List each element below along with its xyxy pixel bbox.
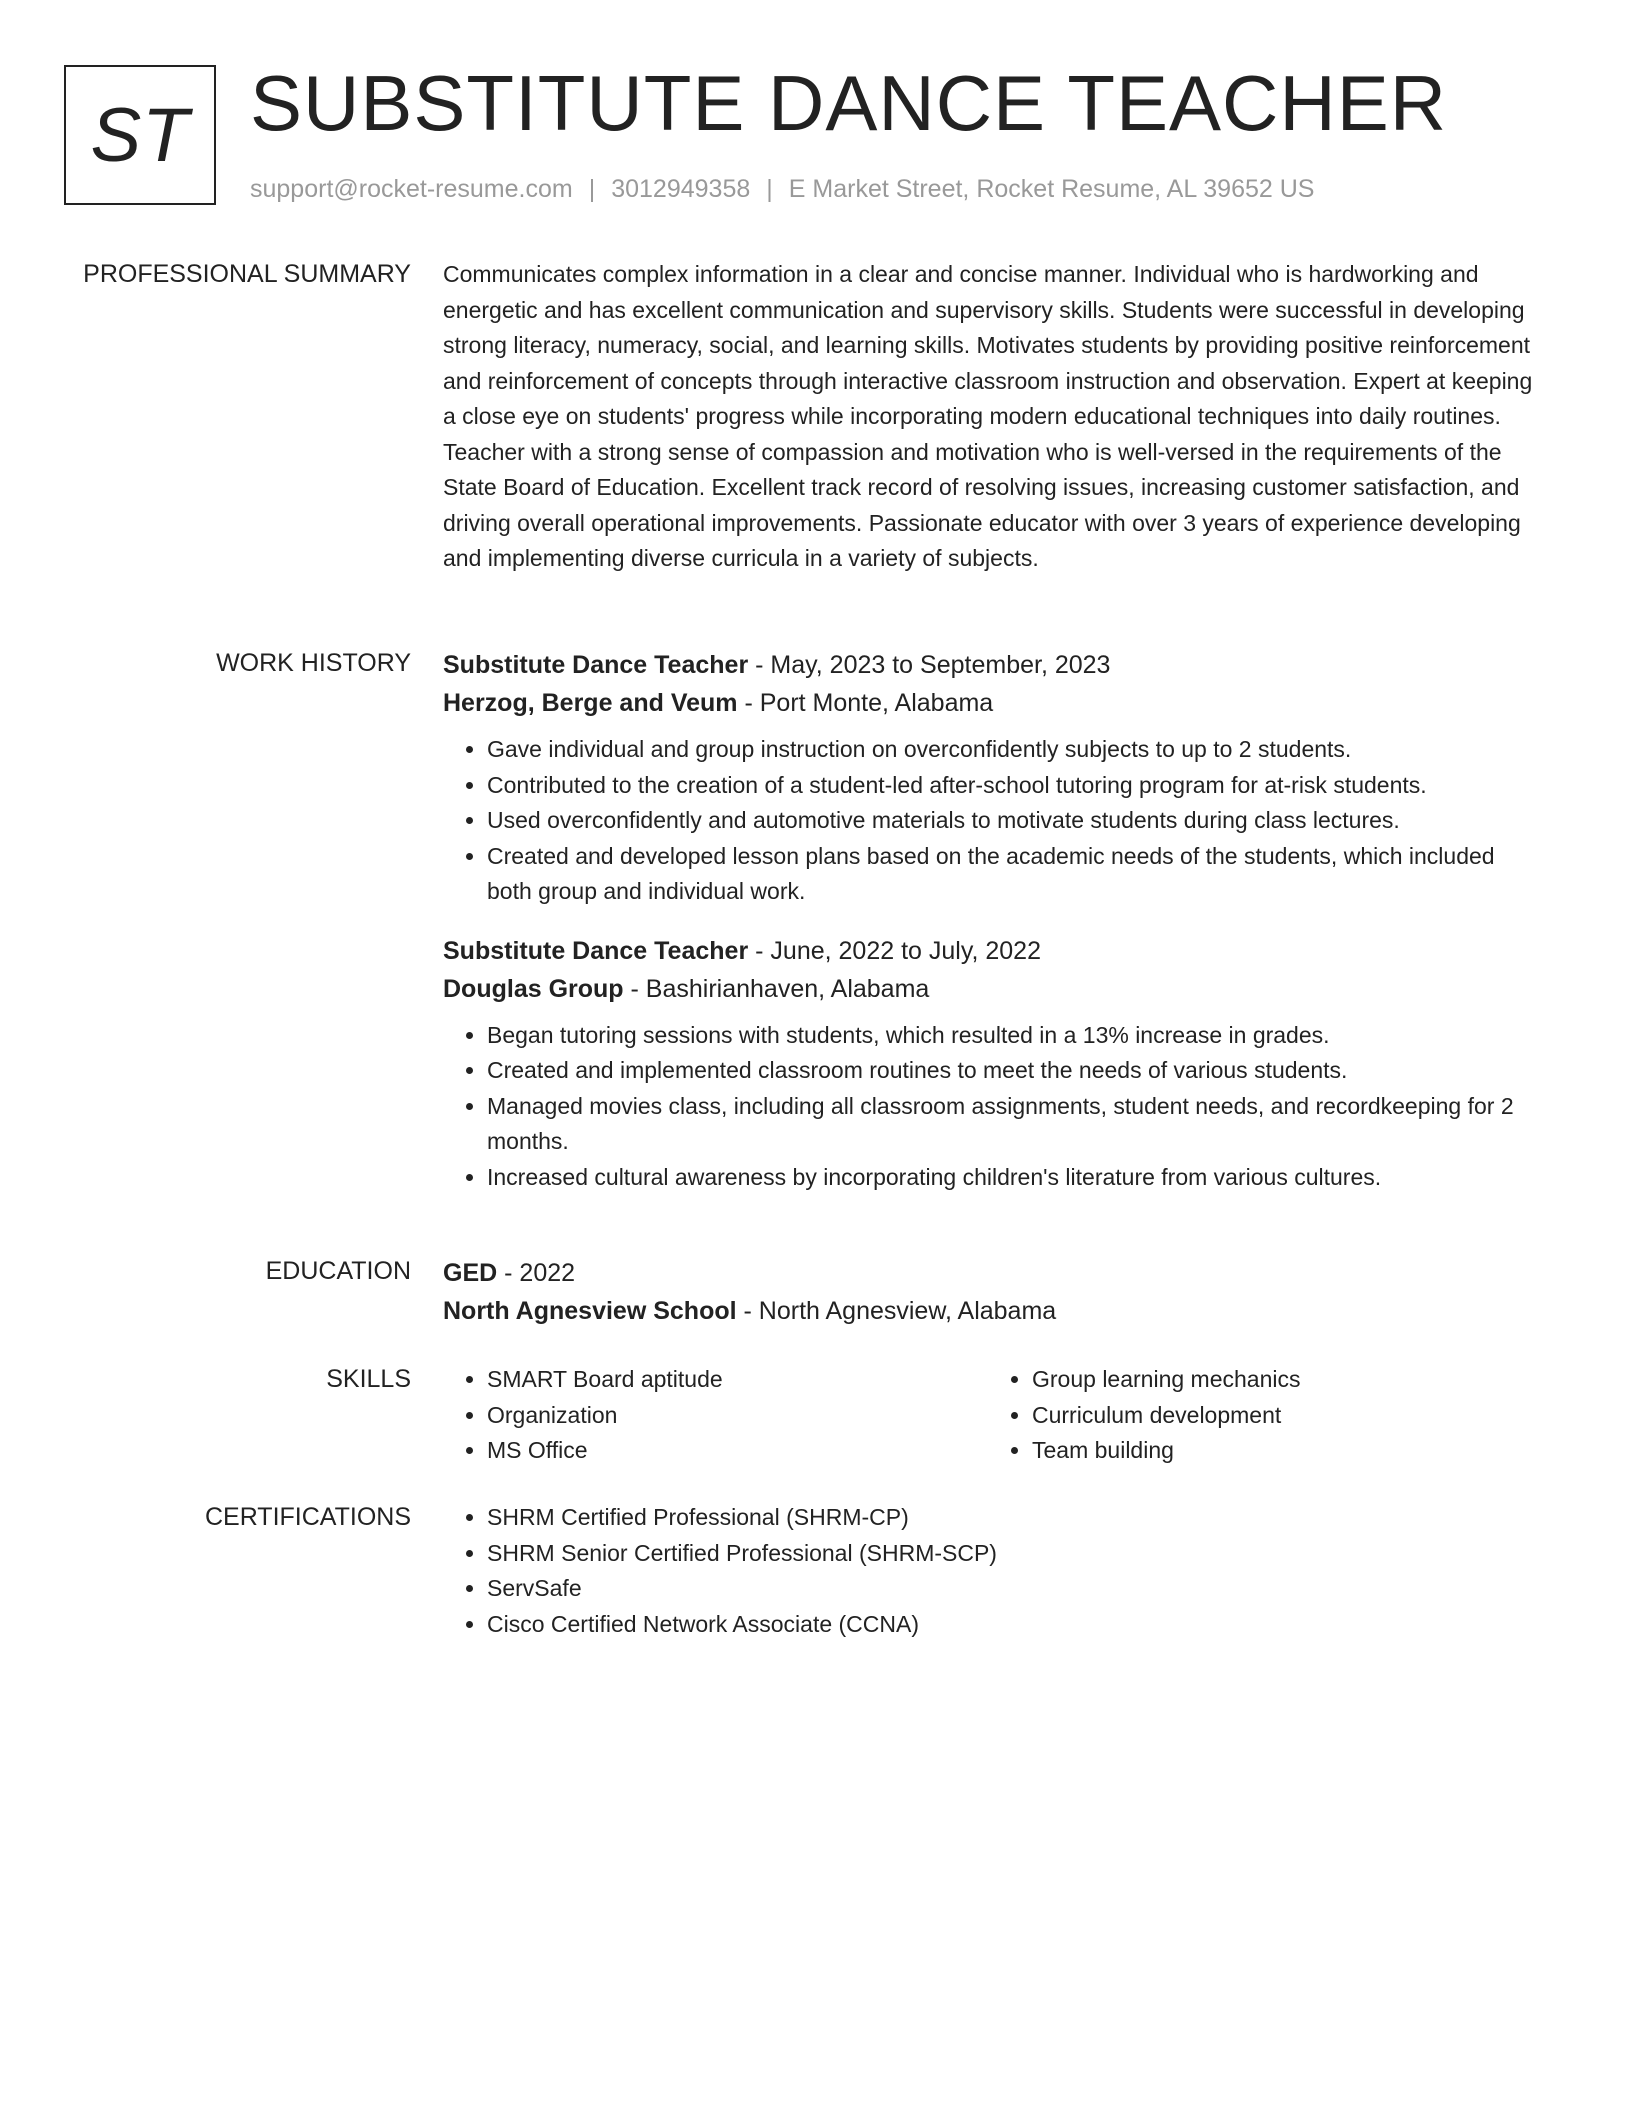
certification-item: • SHRM Certified Professional (SHRM-CP) bbox=[487, 1500, 1533, 1536]
job-company-line bbox=[443, 684, 1533, 722]
education-degree-line bbox=[443, 1254, 1533, 1292]
section-heading-work-history: WORK HISTORY bbox=[216, 649, 411, 677]
job-bullets bbox=[443, 732, 1533, 910]
job-location: - Bashirianhaven, Alabama bbox=[630, 974, 930, 1003]
job-entry bbox=[443, 932, 1533, 1196]
skill-item: • SMART Board aptitude bbox=[487, 1362, 988, 1398]
education-school-line bbox=[443, 1292, 1533, 1330]
skill-item: • MS Office bbox=[487, 1433, 988, 1469]
contact-address: E Market Street, Rocket Resume, AL 39652 US bbox=[788, 175, 1315, 203]
monogram-initials: ST bbox=[90, 92, 190, 178]
list-item: • Used overconfidently and automotive materials to motivate students during class lectures. bbox=[487, 803, 1533, 839]
job-company-line bbox=[443, 970, 1533, 1008]
certification-item: • Cisco Certified Network Associate (CCNA) bbox=[487, 1607, 1533, 1643]
certifications-body bbox=[443, 1500, 1533, 1642]
certification-item: • ServSafe bbox=[487, 1571, 1533, 1607]
skill-item: • Organization bbox=[487, 1398, 988, 1434]
list-item: • Created and implemented classroom routines to meet the needs of various students. bbox=[487, 1053, 1533, 1089]
job-company: Herzog, Berge and Veum bbox=[443, 689, 738, 717]
skills-column-right bbox=[988, 1362, 1533, 1469]
contact-separator: | bbox=[588, 175, 596, 203]
skills-column-left bbox=[443, 1362, 988, 1469]
job-entry bbox=[443, 646, 1533, 910]
job-title-line bbox=[443, 932, 1533, 970]
education-location: - North Agnesview, Alabama bbox=[743, 1297, 1057, 1325]
monogram-badge bbox=[64, 65, 216, 205]
job-company: Douglas Group bbox=[443, 974, 624, 1003]
skills-body bbox=[443, 1362, 1533, 1469]
contact-email: support@rocket-resume.com bbox=[250, 175, 573, 203]
skills-grid bbox=[443, 1362, 1533, 1469]
job-title: Substitute Dance Teacher bbox=[443, 936, 749, 965]
list-item: • Contributed to the creation of a student-led after-school tutoring program for at-risk students. bbox=[487, 768, 1533, 804]
skill-item: • Team building bbox=[1032, 1433, 1533, 1469]
list-item: • Created and developed lesson plans based on the academic needs of the students, which included both group and individual work. bbox=[487, 839, 1533, 910]
job-dates: - June, 2022 to July, 2022 bbox=[755, 936, 1041, 965]
section-heading-certifications: CERTIFICATIONS bbox=[204, 1503, 411, 1531]
job-title: Substitute Dance Teacher bbox=[443, 651, 749, 679]
job-location: - Port Monte, Alabama bbox=[744, 689, 994, 717]
education-degree: GED bbox=[443, 1259, 498, 1287]
skill-item: • Curriculum development bbox=[1032, 1398, 1533, 1434]
summary-text: Communicates complex information in a clear and concise manner. Individual who is hardworking and energetic and has excellent communication and supervisory skills. Students were successful in developing strong literacy, numeracy, social, and learning skills. Motivates students by providing positive reinforcement and reinforcement of concepts through interactive classroom instruction and observation. Expert at keeping a close eye on students' progress while incorporating modern educational techniques into daily routines. Teacher with a strong sense of compassion and motivation who is well-versed in the requirements of the State Board of Education. Excellent track record of resolving issues, increasing customer satisfaction, and driving overall operational improvements. Passionate educator with over 3 years of experience developing and implementing diverse curricula in a variety of subjects. bbox=[443, 261, 1533, 571]
job-bullets bbox=[443, 1018, 1533, 1196]
section-heading-skills: SKILLS bbox=[326, 1365, 411, 1393]
list-item: • Managed movies class, including all classroom assignments, student needs, and recordkeeping for 2 months. bbox=[487, 1089, 1533, 1160]
list-item: • Began tutoring sessions with students, which resulted in a 13% increase in grades. bbox=[487, 1018, 1533, 1054]
skill-item: • Group learning mechanics bbox=[1032, 1362, 1533, 1398]
education-body bbox=[443, 1254, 1533, 1330]
certification-item: • SHRM Senior Certified Professional (SHRM-SCP) bbox=[487, 1536, 1533, 1572]
summary-body bbox=[443, 257, 1533, 577]
contact-separator: | bbox=[766, 175, 773, 203]
resume-title: SUBSTITUTE DANCE TEACHER bbox=[250, 59, 1448, 147]
education-school: North Agnesview School bbox=[443, 1297, 737, 1325]
contact-phone: 3012949358 bbox=[611, 175, 751, 203]
list-item: • Increased cultural awareness by incorporating children's literature from various cultures. bbox=[487, 1160, 1533, 1196]
education-year: - 2022 bbox=[504, 1259, 576, 1287]
list-item: • Gave individual and group instruction on overconfidently subjects to up to 2 students. bbox=[487, 732, 1533, 768]
contact-line bbox=[250, 172, 1314, 206]
job-title-line bbox=[443, 646, 1533, 684]
work-history-body bbox=[443, 646, 1533, 1195]
job-dates: - May, 2023 to September, 2023 bbox=[755, 651, 1111, 679]
section-heading-summary: PROFESSIONAL SUMMARY bbox=[83, 260, 411, 288]
section-heading-education: EDUCATION bbox=[265, 1257, 411, 1285]
certifications-list bbox=[443, 1500, 1533, 1642]
